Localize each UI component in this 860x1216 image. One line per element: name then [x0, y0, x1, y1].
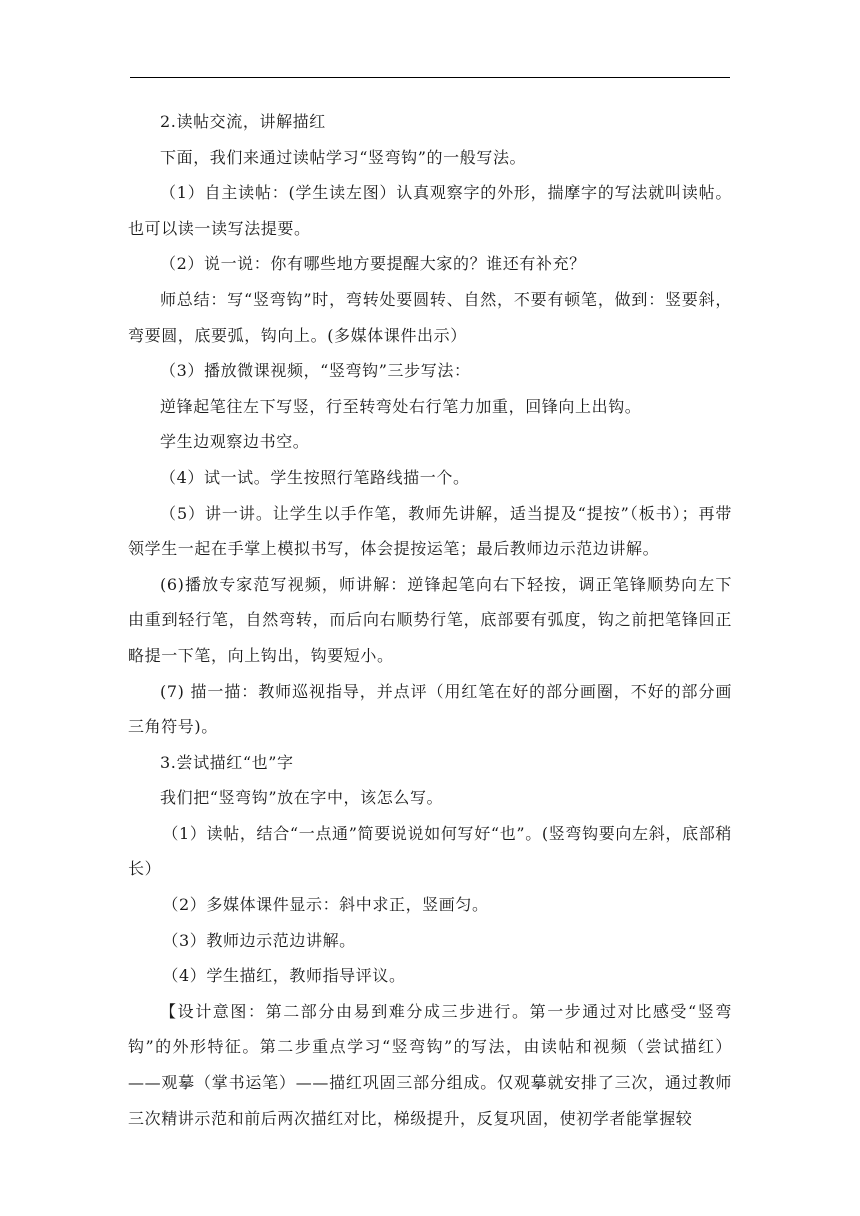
- teacher-summary: 师总结：写“竖弯钩”时，弯转处要圆转、自然，不要有顿笔，做到：竖要斜，弯要圆，底要弧，钩向上。(多媒体课件出示）: [128, 289, 732, 345]
- step-trace: (7) 描一描：教师巡视指导，并点评（用红笔在好的部分画圈，不好的部分画三角符号)。: [128, 681, 732, 737]
- step-explain: （5）讲一讲。让学生以手作笔，教师先讲解，适当提及“提按”（板书）；再带领学生一起在手掌上模拟书写，体会提按运笔；最后教师边示范边讲解。: [128, 503, 732, 559]
- section-heading-3: 3.尝试描红“也”字: [160, 752, 294, 772]
- header-rule: [130, 77, 730, 78]
- step-expert-video: (6)播放专家范写视频，师讲解：逆锋起笔向右下轻按，调正笔锋顺势向左下由重到轻行笔，自然弯转，而后向右顺势行笔，底部要有弧度，钩之前把笔锋回正略提一下笔，向上钩出，钩要短小。: [128, 574, 732, 665]
- body-paragraph: 下面，我们来通过读帖学习“竖弯钩”的一般写法。: [160, 147, 527, 167]
- substep-trace: （4）学生描红，教师指导评议。: [162, 966, 406, 986]
- step-video: （3）播放微课视频，“竖弯钩”三步写法：: [160, 361, 471, 381]
- design-intent-paragraph: 【设计意图：第二部分由易到难分成三步进行。第一步通过对比感受“竖弯钩”的外形特征。第二步重点学习“竖弯钩”的写法，由读帖和视频（尝试描红）——观摹（掌书运笔）——描红巩固三部分组成。仅观摹就安排了三次，通过教师三次精讲示范和前后两次描红对比，梯级提升，反复巩固，使初学者能掌握较: [128, 1001, 732, 1128]
- step-read-copybook: （1）自主读帖：(学生读左图）认真观察字的外形，揣摩字的写法就叫读帖。也可以读一读写法提要。: [128, 183, 732, 238]
- body-paragraph: 逆锋起笔往左下写竖，行至转弯处右行笔力加重，回锋向上出钩。: [160, 396, 642, 416]
- body-paragraph: 学生边观察边书空。: [160, 432, 310, 452]
- step-discuss: （2）说一说：你有哪些地方要提醒大家的？谁还有补充？: [160, 254, 586, 274]
- substep-demo: （3）教师边示范边讲解。: [162, 930, 356, 950]
- substep-multimedia: （2）多媒体课件显示：斜中求正，竖画匀。: [162, 895, 489, 915]
- body-paragraph: 我们把“竖弯钩”放在字中，该怎么写。: [160, 788, 444, 808]
- document-body: [128, 104, 732, 1136]
- substep-read: （1）读帖，结合“一点通”简要说说如何写好“也”。(竖弯钩要向左斜，底部稍长）: [128, 823, 732, 879]
- section-heading-2: 2.读帖交流，讲解描红: [160, 112, 326, 131]
- step-try: （4）试一试。学生按照行笔路线描一个。: [160, 467, 470, 487]
